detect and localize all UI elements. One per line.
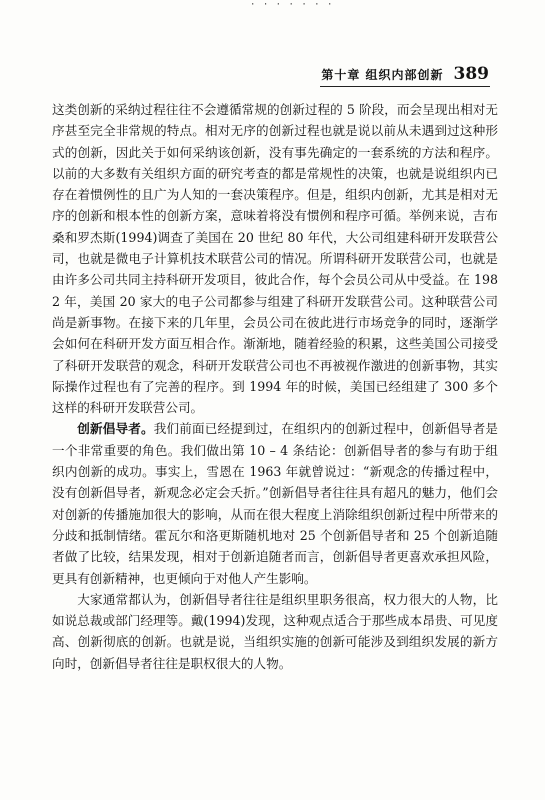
header-rule [320, 86, 490, 87]
paragraph-text: 大家通常都认为，创新倡导者往往是组织里职务很高，权力很大的人物，比如说总裁或部门经理等。戴(1994)发现，这种观点适合于那些成本昂贵、可见度高、创新彻底的创新。也就是说，当组织实施的创新可能涉及到组织发展的新方向时，创新倡导者往往是职权很大的人物。 [52, 591, 498, 671]
page-number: 389 [453, 64, 489, 84]
running-header [321, 64, 489, 84]
paragraph [52, 589, 498, 674]
run-in-heading: 创新倡导者。 [77, 421, 154, 437]
scan-artifact: · · · · · · · [250, 0, 334, 10]
body-text [52, 99, 498, 674]
paragraph [52, 418, 498, 588]
paragraph [52, 99, 498, 418]
paragraph-text: 我们前面已经提到过，在组织内的创新过程中，创新倡导者是一个非常重要的角色。我们做出第 10 – 4 条结论：创新倡导者的参与有助于组织内创新的成功。事实上，雪恩在 1963 年就曾说过：“新观念的传播过程中，没有创新倡导者，新观念必定会夭折。”创新倡导者往往具有超凡的魅力，他们会对创新的传播施加很大的影响，从而在很大程度上消除组织创新过程中所带来的分歧和抵制情绪。霍瓦尔和洛更斯随机地对 25 个创新倡导者和 25 个创新追随者做了比较，结果发现，相对于创新追随者而言，创新倡导者更喜欢承担风险，更具有创新精神，也更倾向于对他人产生影响。 [52, 421, 499, 586]
chapter-title: 第十章 组织内部创新 [321, 68, 444, 82]
paragraph-text: 这类创新的采纳过程往往不会遵循常规的创新过程的 5 阶段，而会呈现出相对无序甚至完全非常规的特点。相对无序的创新过程也就是说以前从未遇到过这种形式的创新，因此关于如何采纳该创新，没有事先确定的一套系统的方法和程序。以前的大多数有关组织方面的研究考查的都是常规性的决策，也就是说组织内已存在着惯例性的且广为人知的一套决策程序。但是，组织内创新，尤其是相对无序的创新和根本性的创新方案，意味着将没有惯例和程序可循。举例来说，吉布桑和罗杰斯(1994)调查了美国在 20 世纪 80 年代，大公司组建科研开发联营公司，也就是微电子计算机技术联营公司的情况。所谓科研开发联营公司，也就是由许多公司共同主持科研开发项目，彼此合作，每个会员公司从中受益。在 1982 年，美国 20 家大的电子公司都参与组建了科研开发联营公司。这种联营公司尚是新事物。在接下来的几年里，会员公司在彼此进行市场竞争的同时，逐渐学会如何在科研开发方面互相合作。渐渐地，随着经验的积累，这些美国公司接受了科研开发联营的观念，科研开发联营公司也不再被视作激进的创新事物，其实际操作过程也有了完善的程序。到 1994 年的时候，美国已经组建了 300 多个这样的科研开发联营公司。 [52, 102, 498, 416]
